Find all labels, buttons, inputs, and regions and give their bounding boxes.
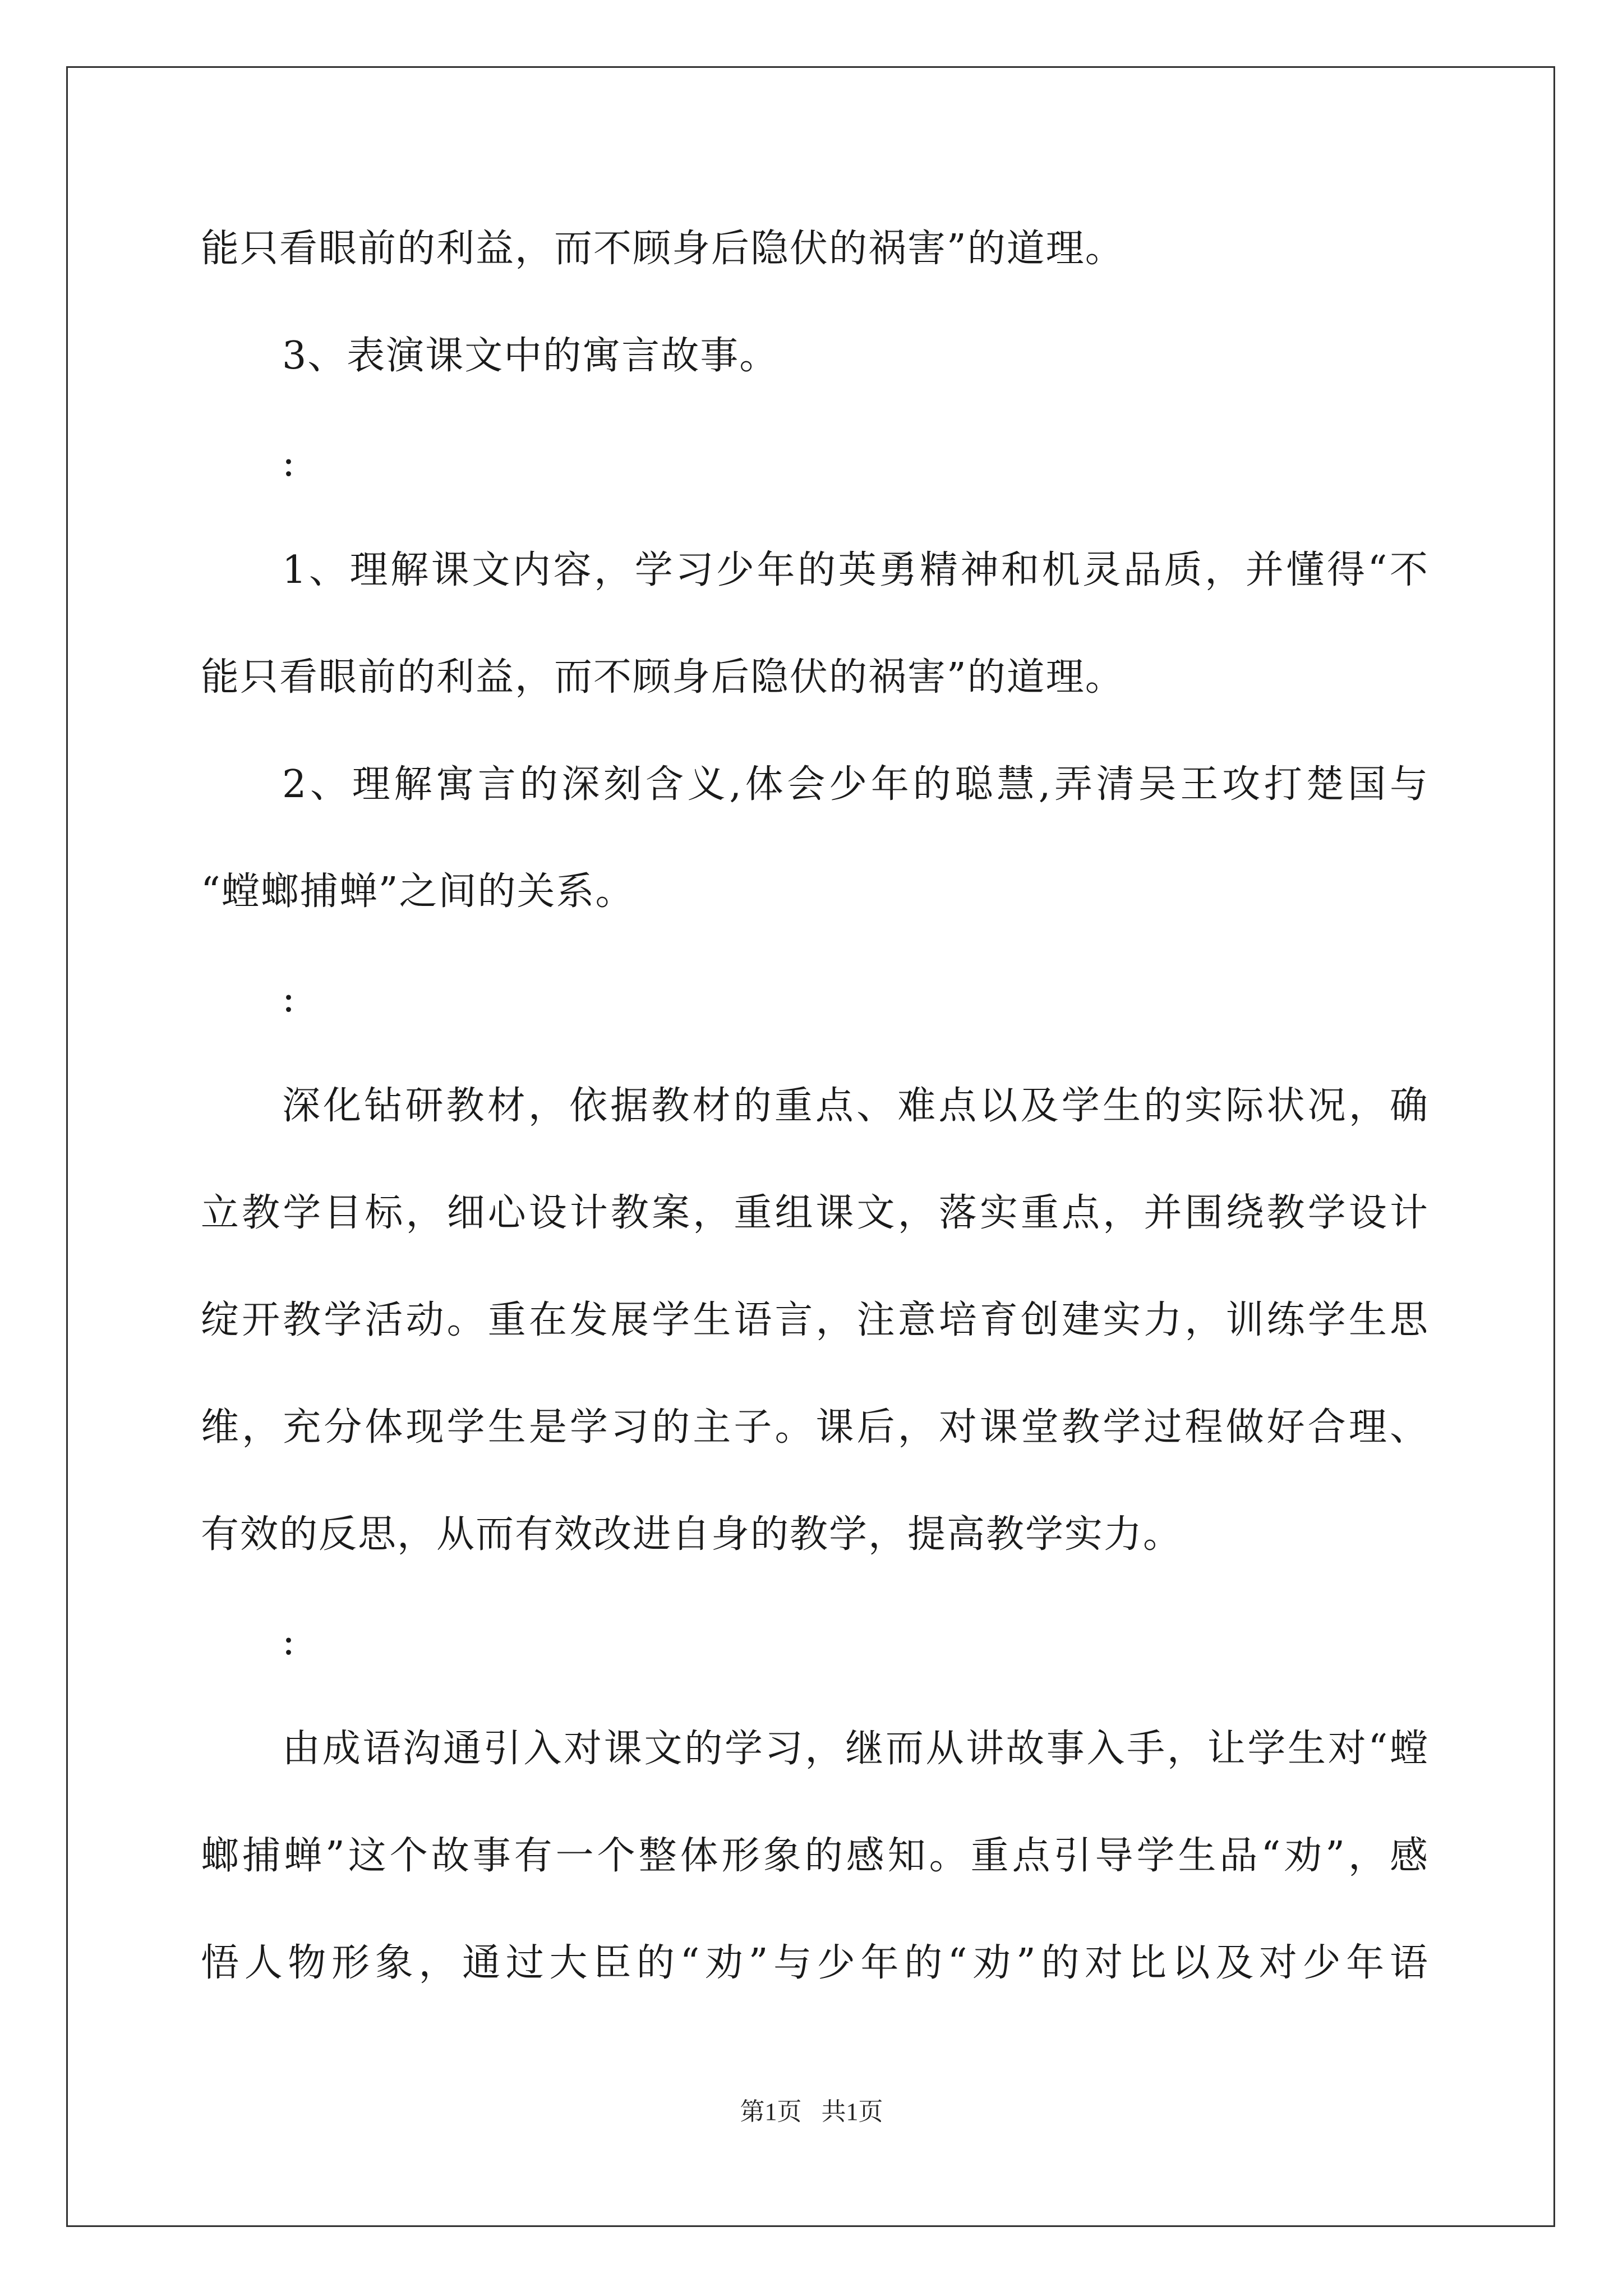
paragraph-line: 悟人物形象，通过大臣的“劝”与少年的“劝”的对比以及对少年语 xyxy=(201,1941,1429,1985)
paragraph-line: 螂捕蝉”这个故事有一个整体形象的感知。重点引导学生品“劝”，感 xyxy=(201,1834,1429,1878)
paragraph-line: 立教学目标，细心设计教案，重组课文，落实重点，并围绕教学设计 xyxy=(201,1191,1429,1235)
section-marker: : xyxy=(282,977,296,1021)
page-total: 共1页 xyxy=(821,2098,883,2125)
text-line-continuation: 能只看眼前的利益，而不顾身后隐伏的祸害”的道理。 xyxy=(201,227,1124,271)
paragraph-line: 绽开教学活动。重在发展学生语言，注意培育创建实力，训练学生思 xyxy=(201,1298,1429,1342)
paragraph-line: 深化钻研教材，依据教材的重点、难点以及学生的实际状况，确 xyxy=(282,1084,1429,1128)
page-border xyxy=(66,66,1555,2227)
page-number: 第1页 xyxy=(740,2098,802,2125)
list-item-3: 3、表演课文中的寓言故事。 xyxy=(282,334,779,378)
text-line-continuation: “螳螂捕蝉”之间的关系。 xyxy=(201,869,635,914)
paragraph-line: 有效的反思，从而有效改进自身的教学，提高教学实力。 xyxy=(201,1512,1183,1557)
page-footer xyxy=(0,2095,1623,2129)
paragraph-line: 由成语沟通引入对课文的学习，继而从讲故事入手，让学生对“螳 xyxy=(282,1727,1429,1771)
list-item-1: 1、理解课文内容，学习少年的英勇精神和机灵品质，并懂得“不 xyxy=(282,548,1429,592)
section-marker: : xyxy=(282,441,296,485)
list-item-2: 2、理解寓言的深刻含义,体会少年的聪慧,弄清吴王攻打楚国与 xyxy=(282,762,1429,807)
section-marker: : xyxy=(282,1619,296,1664)
text-line-continuation: 能只看眼前的利益，而不顾身后隐伏的祸害”的道理。 xyxy=(201,655,1124,700)
paragraph-line: 维，充分体现学生是学习的主子。课后，对课堂教学过程做好合理、 xyxy=(201,1405,1429,1450)
